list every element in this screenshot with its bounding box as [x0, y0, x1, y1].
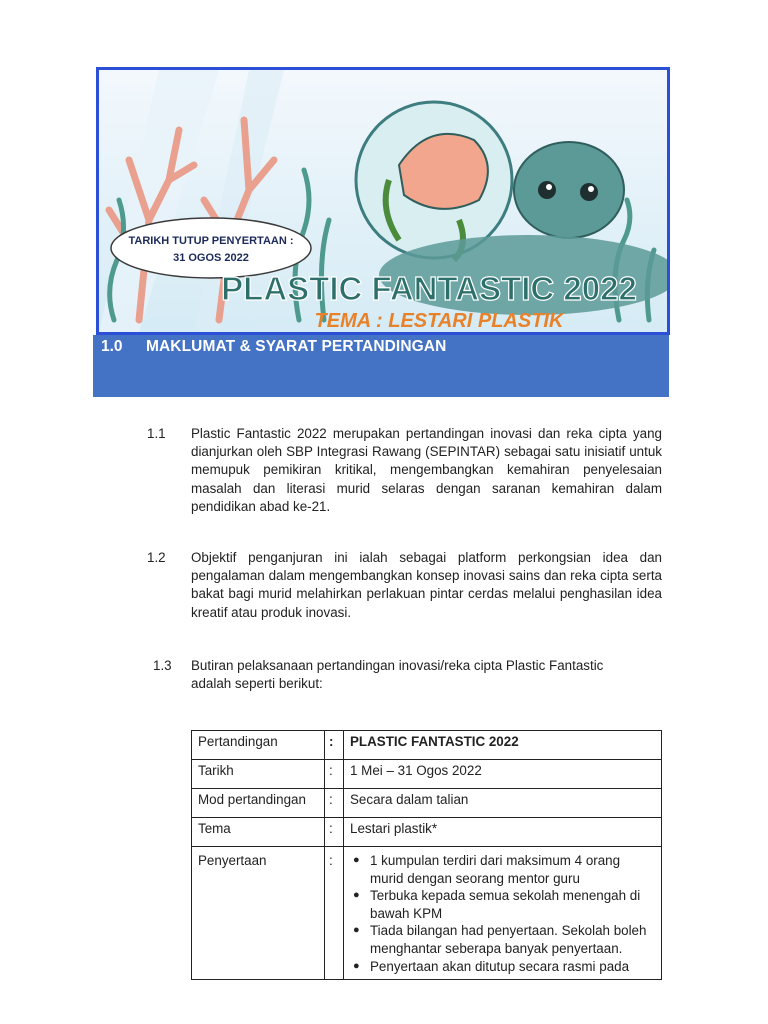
banner-illustration — [99, 70, 667, 332]
row-label: Penyertaan — [192, 847, 325, 980]
paragraph-number: 1.2 — [147, 550, 166, 565]
table-row — [192, 847, 662, 980]
paragraph-1-1 — [147, 425, 663, 517]
turtle-icon — [514, 142, 624, 238]
row-separator: : — [325, 731, 344, 760]
svg-text:TARIKH TUTUP PENYERTAAN :: TARIKH TUTUP PENYERTAAN : — [128, 235, 294, 247]
paragraph-text: Plastic Fantastic 2022 merupakan pertandingan inovasi dan reka cipta yang dianjurkan oleh SBP Integrasi Rawang (SEPINTAR) sebagai satu inisiatif untuk memupuk pemikiran kritikal, mengembangkan kemahiran penyelesaian masalah dan literasi murid selaras dengan saranan kemahiran dalam pendidikan abad ke-21. — [191, 426, 662, 514]
closing-date-badge — [111, 218, 311, 278]
list-item: ● Penyertaan akan ditutup secara rasmi pada — [350, 958, 655, 976]
row-value — [344, 847, 662, 980]
section-header — [93, 335, 669, 397]
row-value: Secara dalam talian — [344, 789, 662, 818]
banner-title: PLASTIC FANTASTIC 2022 — [221, 270, 637, 307]
row-separator: : — [325, 847, 344, 980]
table-row — [192, 760, 662, 789]
competition-details-table — [191, 730, 662, 980]
row-separator: : — [325, 818, 344, 847]
row-value: Lestari plastik* — [344, 818, 662, 847]
paragraph-number: 1.1 — [147, 426, 166, 441]
paragraph-1-3 — [153, 657, 663, 697]
list-item: ● 1 kumpulan terdiri dari maksimum 4 orang murid dengan seorang mentor guru — [350, 852, 655, 887]
event-banner — [96, 67, 670, 335]
section-number: 1.0 — [101, 338, 123, 355]
paragraph-number: 1.3 — [153, 658, 172, 673]
row-label: Mod pertandingan — [192, 789, 325, 818]
row-label: Pertandingan — [192, 731, 325, 760]
banner-theme: TEMA : LESTARI PLASTIK — [314, 310, 564, 332]
list-item: ● Tiada bilangan had penyertaan. Sekolah boleh menghantar seberapa banyak penyertaan. — [350, 922, 655, 957]
list-item: ● Terbuka kepada semua sekolah menengah di bawah KPM — [350, 887, 655, 922]
row-separator: : — [325, 760, 344, 789]
bullet-list — [350, 852, 655, 975]
paragraph-text: Objektif penganjuran ini ialah sebagai platform perkongsian idea dan pengalaman dalam mengembangkan konsep inovasi sains dan reka cipta serta bakat bagi murid melahirkan perlakuan pintar cerdas melalui penghasilan idea kreatif atau produk inovasi. — [191, 550, 662, 620]
row-value: 1 Mei – 31 Ogos 2022 — [344, 760, 662, 789]
table-row — [192, 789, 662, 818]
row-separator: : — [325, 789, 344, 818]
row-label: Tema — [192, 818, 325, 847]
row-value: PLASTIC FANTASTIC 2022 — [344, 731, 662, 760]
row-label: Tarikh — [192, 760, 325, 789]
table-row — [192, 818, 662, 847]
paragraph-text: Butiran pelaksanaan pertandingan inovasi/reka cipta Plastic Fantastic adalah seperti berikut: — [191, 658, 604, 692]
paragraph-1-2 — [147, 549, 663, 623]
table-row — [192, 731, 662, 760]
svg-text:31 OGOS 2022: 31 OGOS 2022 — [173, 252, 249, 264]
section-title: MAKLUMAT & SYARAT PERTANDINGAN — [146, 338, 447, 355]
